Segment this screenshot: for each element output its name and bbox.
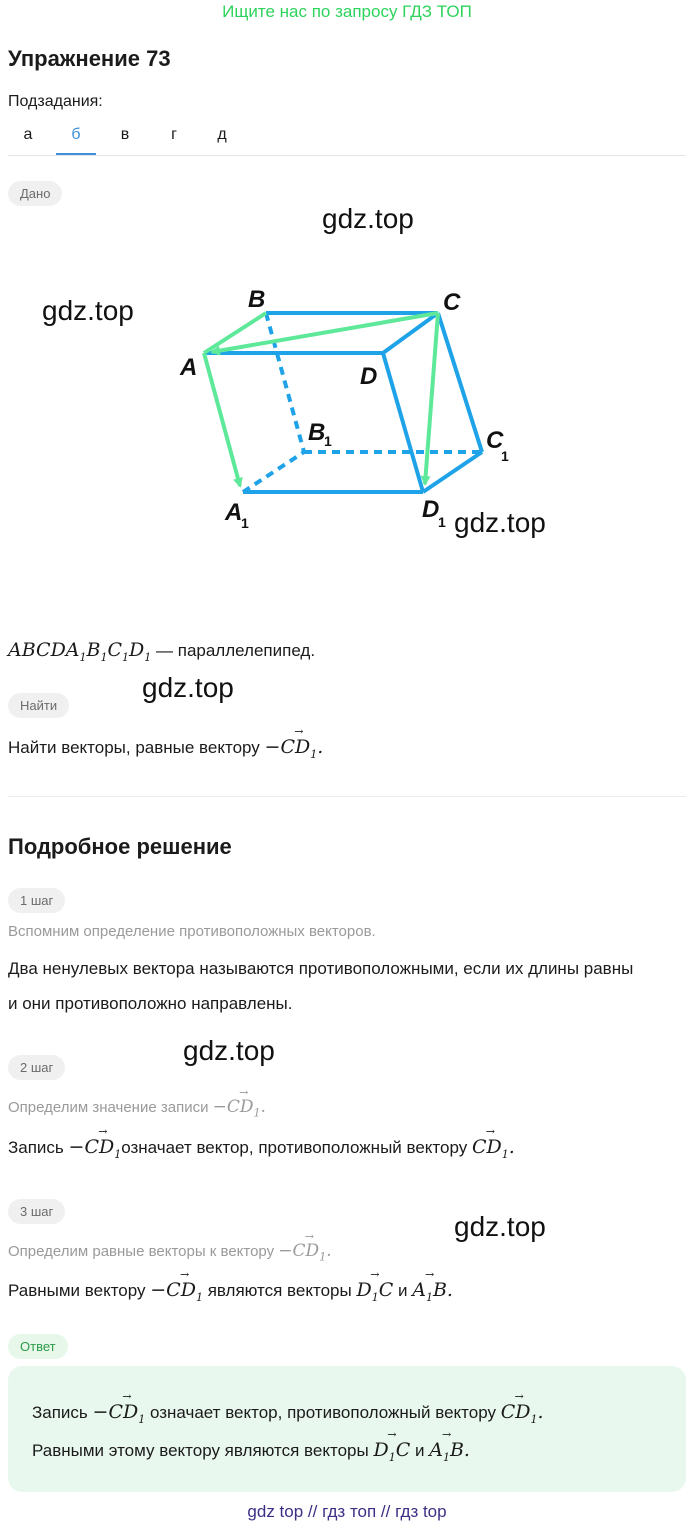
find-chip: Найти (8, 693, 69, 718)
divider (8, 796, 686, 797)
label-b1: B (308, 419, 326, 446)
page-title: Упражнение 73 (8, 46, 171, 71)
parallelepiped-figure (170, 270, 520, 540)
tab-v[interactable]: в (120, 126, 130, 143)
watermark: gdz.top (183, 1035, 275, 1066)
step-3-text: Равными вектору −→ $CD_1$ являются векторы → $D_1C$ $и \to A_1B$. (8, 1279, 453, 1304)
label-b: B (248, 286, 266, 313)
step-1-chip: 1 шаг (8, 888, 65, 913)
watermark: gdz.top (322, 203, 414, 234)
watermark: gdz.top (454, 1211, 546, 1242)
label-d1: D (422, 496, 440, 523)
parallelepiped-notation: $ABCDA_1B_1C_1D_1$ (8, 639, 152, 664)
step-1-line-2: и они противоположно направлены. (8, 994, 293, 1013)
find-statement: Найти векторы, равные вектору −→ $CD_1$. (8, 736, 323, 761)
edge-a1b1 (243, 452, 304, 492)
label-a1: A (225, 499, 243, 526)
step-2-hint: Определим значение записи −→ $CD_1$. (8, 1097, 266, 1119)
vector-cd1 (425, 313, 438, 484)
subtasks-label: Подзадания: (8, 93, 103, 110)
sub-a1: 1 (241, 515, 249, 531)
footer-links[interactable]: gdz top // гдз топ // гдз top (247, 1502, 447, 1521)
answer-line-2: Равными этому вектору являются векторы → $D_1C$ $и \to A_1B$. (32, 1439, 470, 1464)
label-d: D (360, 363, 378, 390)
step-2-chip: 2 шаг (8, 1055, 65, 1080)
answer-box (8, 1366, 686, 1492)
given-statement: $ABCDA_1B_1C_1D_1$ — параллелепипед. (8, 639, 316, 664)
step-3-hint: Определим равные векторы к вектору −→ $CD_1$. (8, 1241, 332, 1263)
tab-b[interactable]: б (56, 120, 96, 155)
answer-chip: Ответ (8, 1334, 68, 1359)
given-chip: Дано (8, 181, 62, 206)
tab-a[interactable]: а (23, 126, 33, 143)
vector-minus-cd1: −→ $CD_1$. (265, 736, 324, 758)
edge-bb1 (266, 313, 304, 452)
edge-cc1 (438, 313, 482, 452)
edge-d1c1 (423, 452, 482, 492)
vector-ca (212, 313, 438, 352)
tab-g[interactable]: г (171, 126, 177, 143)
label-a: A (180, 354, 198, 381)
step-1-line-1: Два ненулевых вектора называются противоположными, если их длины равны (8, 959, 634, 978)
vector-aa1 (204, 353, 240, 486)
step-2-text: Запись −→ $CD_1означает$ вектор, противоположный вектору → $CD_1$. (8, 1136, 515, 1161)
step-3-chip: 3 шаг (8, 1199, 65, 1224)
watermark: gdz.top (142, 672, 234, 703)
edge-dd1 (383, 353, 423, 492)
label-c1: C (486, 427, 504, 454)
watermark: gdz.top (454, 507, 546, 538)
step-1-hint: Вспомним определение противоположных векторов. (8, 923, 376, 940)
solution-title: Подробное решение (8, 834, 232, 859)
label-c: C (443, 289, 461, 316)
answer-line-1: Запись −→ $CD_1$ означает вектор, противоположный вектору → $CD_1$. (32, 1401, 544, 1426)
subtask-tabs (8, 120, 686, 156)
watermark: gdz.top (42, 295, 134, 326)
sub-c1: 1 (501, 448, 509, 464)
search-banner: Ищите нас по запросу ГДЗ ТОП (222, 2, 472, 21)
sub-b1: 1 (324, 433, 332, 449)
tab-d[interactable]: д (217, 126, 227, 143)
sub-d1: 1 (438, 514, 446, 530)
